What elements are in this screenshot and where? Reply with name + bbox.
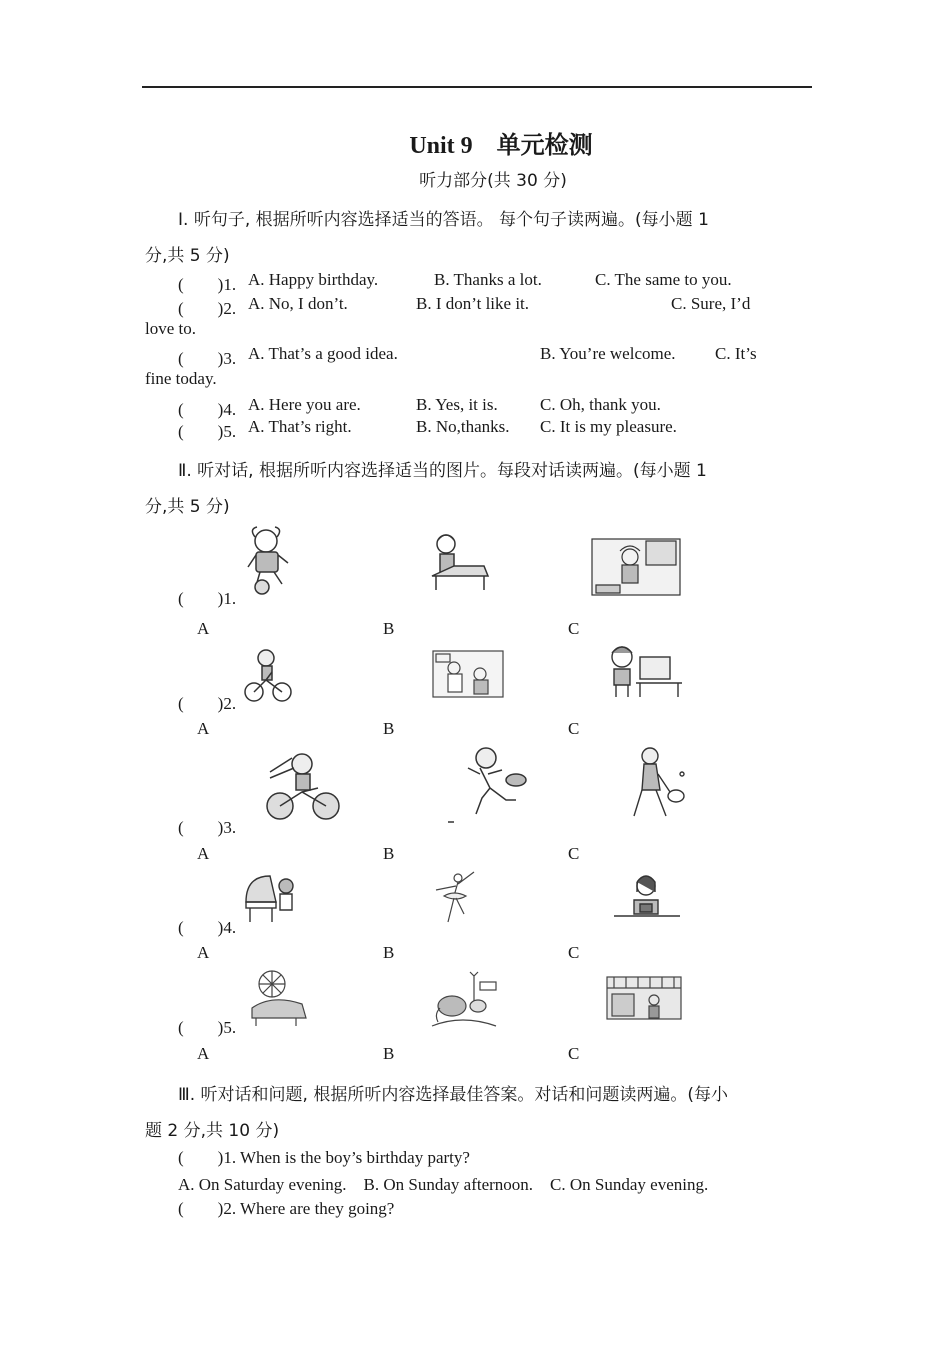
- s2-row2-label-c: C: [568, 719, 580, 738]
- s1-q1-option-b: B. Thanks a lot.: [434, 270, 542, 289]
- s2-row2-label-a: A: [197, 719, 210, 738]
- s1-q4-option-b: B. Yes, it is.: [416, 395, 498, 414]
- top-rule: [142, 86, 812, 88]
- s2-row1-label-c: C: [568, 619, 580, 638]
- s2-row5-label-b: B: [383, 1044, 395, 1063]
- s1-q4-number: ( )4.: [178, 400, 237, 419]
- section3-heading-cont: 题 2 分,共 10 分): [145, 1121, 280, 1141]
- q4-picture-a-girl-at-piano: [242, 872, 298, 924]
- q4-picture-b-ballet-dancer: [428, 870, 478, 926]
- s1-q5-option-b: B. No,thanks.: [416, 417, 510, 436]
- q3-picture-c-girl-playing-tennis: [628, 744, 690, 828]
- q1-picture-c-girl-in-room: [590, 537, 682, 597]
- section1-heading-cont: 分,共 5 分): [145, 246, 230, 266]
- s2-row1-label-a: A: [197, 619, 210, 638]
- s2-row3-number: ( )3.: [178, 818, 237, 837]
- s1-q3-option-a: A. That’s a good idea.: [248, 344, 398, 363]
- s1-q3-option-c: C. It’s: [715, 344, 757, 363]
- s2-row4-number: ( )4.: [178, 918, 237, 937]
- s2-row2-number: ( )2.: [178, 694, 237, 713]
- s1-q1-option-a: A. Happy birthday.: [248, 270, 379, 289]
- q3-picture-a-girl-riding-bike: [262, 748, 342, 824]
- s1-q2-number: ( )2.: [178, 299, 237, 318]
- q5-picture-c-shop: [606, 976, 682, 1020]
- q5-picture-a-amusement-park: [246, 968, 310, 1028]
- s1-q4-option-a: A. Here you are.: [248, 395, 361, 414]
- page-title: Unit 9 单元检测: [409, 133, 593, 159]
- s2-row1-label-b: B: [383, 619, 395, 638]
- s2-row4-label-a: A: [197, 943, 210, 962]
- s2-row1-number: ( )1.: [178, 589, 237, 608]
- s1-q4-option-c: C. Oh, thank you.: [540, 395, 661, 414]
- s2-row5-label-a: A: [197, 1044, 210, 1063]
- s1-q3-number: ( )3.: [178, 349, 237, 368]
- q4-picture-c-girl-reading: [612, 874, 682, 922]
- q3-picture-b-boy-running: [442, 744, 532, 828]
- q2-picture-a-boy-on-bike: [244, 648, 292, 704]
- section2-heading: Ⅱ. 听对话, 根据所听内容选择适当的图片。每段对话读两遍。(每小题 1: [178, 461, 707, 481]
- q2-picture-c-boy-at-computer: [606, 643, 686, 701]
- s1-q1-number: ( )1.: [178, 275, 237, 294]
- s1-q3-continued: fine today.: [145, 369, 217, 388]
- s1-q1-option-c: C. The same to you.: [595, 270, 732, 289]
- s3-q1-options: A. On Saturday evening. B. On Sunday afternoon. C. On Sunday evening.: [178, 1175, 709, 1194]
- s1-q5-option-c: C. It is my pleasure.: [540, 417, 677, 436]
- s2-row3-label-b: B: [383, 844, 395, 863]
- s2-row3-label-a: A: [197, 844, 210, 863]
- section3-heading: Ⅲ. 听对话和问题, 根据所听内容选择最佳答案。对话和问题读两遍。(每小: [178, 1085, 728, 1105]
- q1-picture-a-girl-with-ball: [240, 525, 300, 597]
- s2-row3-label-c: C: [568, 844, 580, 863]
- s1-q3-option-b: B. You’re welcome.: [540, 344, 676, 363]
- section1-heading: Ⅰ. 听句子, 根据所听内容选择适当的答语。 每个句子读两遍。(每小题 1: [178, 210, 709, 230]
- s2-row4-label-b: B: [383, 943, 395, 962]
- q1-picture-b-girl-at-desk: [428, 532, 490, 592]
- s1-q2-option-c: C. Sure, I’d: [671, 294, 751, 313]
- section2-heading-cont: 分,共 5 分): [145, 497, 230, 517]
- s1-q2-continued: love to.: [145, 319, 196, 338]
- q2-picture-b-doctor-scene: [432, 650, 504, 698]
- s3-q1-question: ( )1. When is the boy’s birthday party?: [178, 1148, 470, 1167]
- page-subtitle: 听力部分(共 30 分): [419, 171, 567, 191]
- s3-q2-question: ( )2. Where are they going?: [178, 1199, 395, 1218]
- s1-q5-option-a: A. That’s right.: [248, 417, 352, 436]
- s2-row5-number: ( )5.: [178, 1018, 237, 1037]
- s2-row5-label-c: C: [568, 1044, 580, 1063]
- s1-q5-number: ( )5.: [178, 422, 237, 441]
- s2-row4-label-c: C: [568, 943, 580, 962]
- s1-q2-option-a: A. No, I don’t.: [248, 294, 348, 313]
- s2-row2-label-b: B: [383, 719, 395, 738]
- s1-q2-option-b: B. I don’t like it.: [416, 294, 530, 313]
- q5-picture-b-zoo-elephant: [424, 966, 500, 1030]
